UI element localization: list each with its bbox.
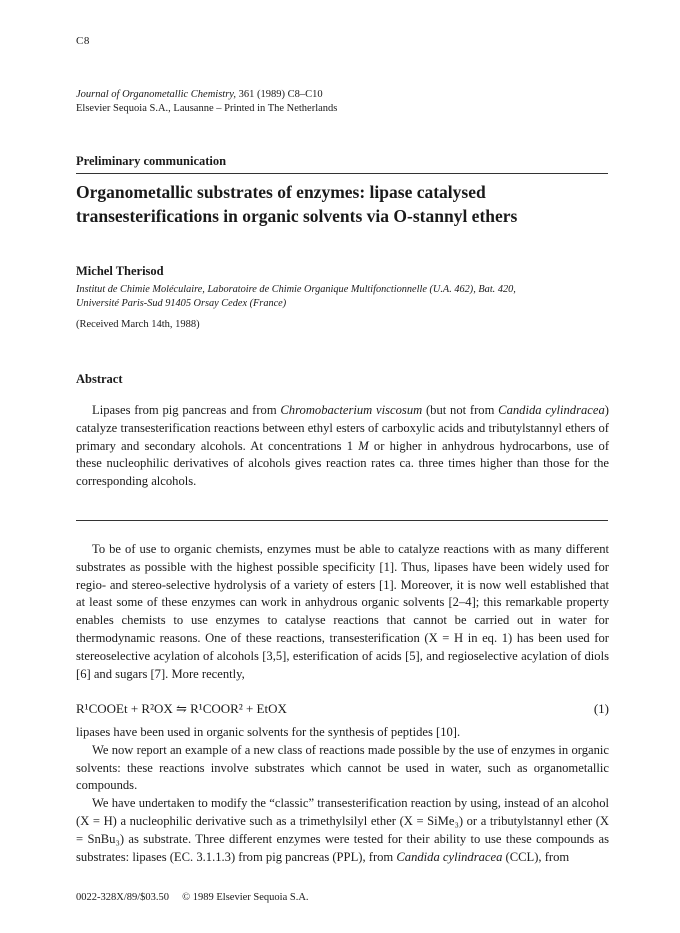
title-line-1: Organometallic substrates of enzymes: lipase catalysed (76, 182, 486, 202)
journal-volume: 361 (1989) C8–C10 (236, 89, 323, 100)
equation-1 (76, 700, 609, 718)
article-title (76, 180, 616, 228)
journal-citation (76, 88, 337, 116)
abstract-rule (76, 520, 608, 521)
copyright-footer: 0022-328X/89/$03.50 © 1989 Elsevier Sequoia S.A. (76, 892, 309, 903)
species-name: Chromobacterium viscosum (280, 403, 423, 417)
abstract-heading: Abstract (76, 372, 123, 386)
affiliation-line-1: Institut de Chimie Moléculaire, Laboratoire de Chimie Organique Multifonctionnelle (U.A. 462), Bat. 420, (76, 284, 516, 295)
body-paragraph-1: To be of use to organic chemists, enzymes must be able to catalyze reactions with as many different substrates as possible with the highest possible specificity [1]. Thus, lipases have been widely used for regio- and stereo-selective hydrolysis of a variety of esters [1]. Moreover, it is now well established that at least some of these enzymes can work in anhydrous organic solvents [2–4]; this remarkable property enables chemists to use enzymes to catalyse reactions that cannot be carried out in water for thermodynamic reasons. One of these reactions, transesterification (X = H in eq. 1) has been used for stereoselective acylation of alcohols [3,5], esterification of acids [5], and regioselective acylation of diols [6] and sugars [7]. More recently, (76, 542, 609, 681)
body-paragraph-3: We have undertaken to modify the “classic” transesterification reaction by using, instead of an alcohol (X = H) a nucleophilic derivative such as a trimethylsilyl ether (X = SiMe₃) or a tributylstannyl ether (X = SnBu₃) as substrate. Three different enzymes were tested for their ability to use these compounds as substrates: lipases (EC. 3.1.1.3) from pig pancreas (PPL), from Candida cylindracea (CCL), from (76, 796, 609, 864)
abstract-text: Lipases from pig pancreas and from Chromobacterium viscosum (but not from Candida cylindracea) catalyze transesterification reactions between ethyl esters of carboxylic acids and tributylstannyl ethers of primary and secondary alcohols. At concentrations 1 M or higher in anhydrous hydrocarbons, use of these nucleophilic derivatives of alcohols gives reaction rates ca. three times higher than those for the corresponding alcohols. (76, 403, 610, 489)
body-paragraph-2: We now report an example of a new class of reactions made possible by the use of enzymes in organic solvents: these reactions involve substrates which cannot be used in water, such as organometallic compounds. (76, 742, 609, 793)
species-name: Candida cylindracea (396, 849, 503, 864)
equation-text: R¹COOEt + R²OX ⇋ R¹COOR² + EtOX (76, 701, 287, 716)
journal-line-2: Elsevier Sequoia S.A., Lausanne – Printed in The Netherlands (76, 103, 338, 114)
received-date: (Received March 14th, 1988) (76, 319, 200, 330)
journal-line-1 (76, 88, 337, 102)
unit-symbol: M (358, 438, 369, 453)
species-name: Candida cylindracea (498, 403, 605, 417)
journal-name: Journal of Organometallic Chemistry, (76, 89, 237, 100)
author-name: Michel Therisod (76, 264, 164, 278)
affiliation (76, 283, 616, 311)
page-number: C8 (76, 35, 90, 47)
title-line-2: transesterifications in organic solvents via O-stannyl ethers (76, 206, 518, 226)
equation-number: (1) (593, 701, 609, 716)
body-paragraph-1-continued: lipases have been used in organic solvents for the synthesis of peptides [10]. (76, 725, 461, 739)
section-heading: Preliminary communication (76, 154, 227, 168)
body-continued (76, 724, 609, 866)
header-rule (76, 173, 608, 174)
affiliation-line-2: Université Paris-Sud 91405 Orsay Cedex (France) (76, 298, 287, 309)
